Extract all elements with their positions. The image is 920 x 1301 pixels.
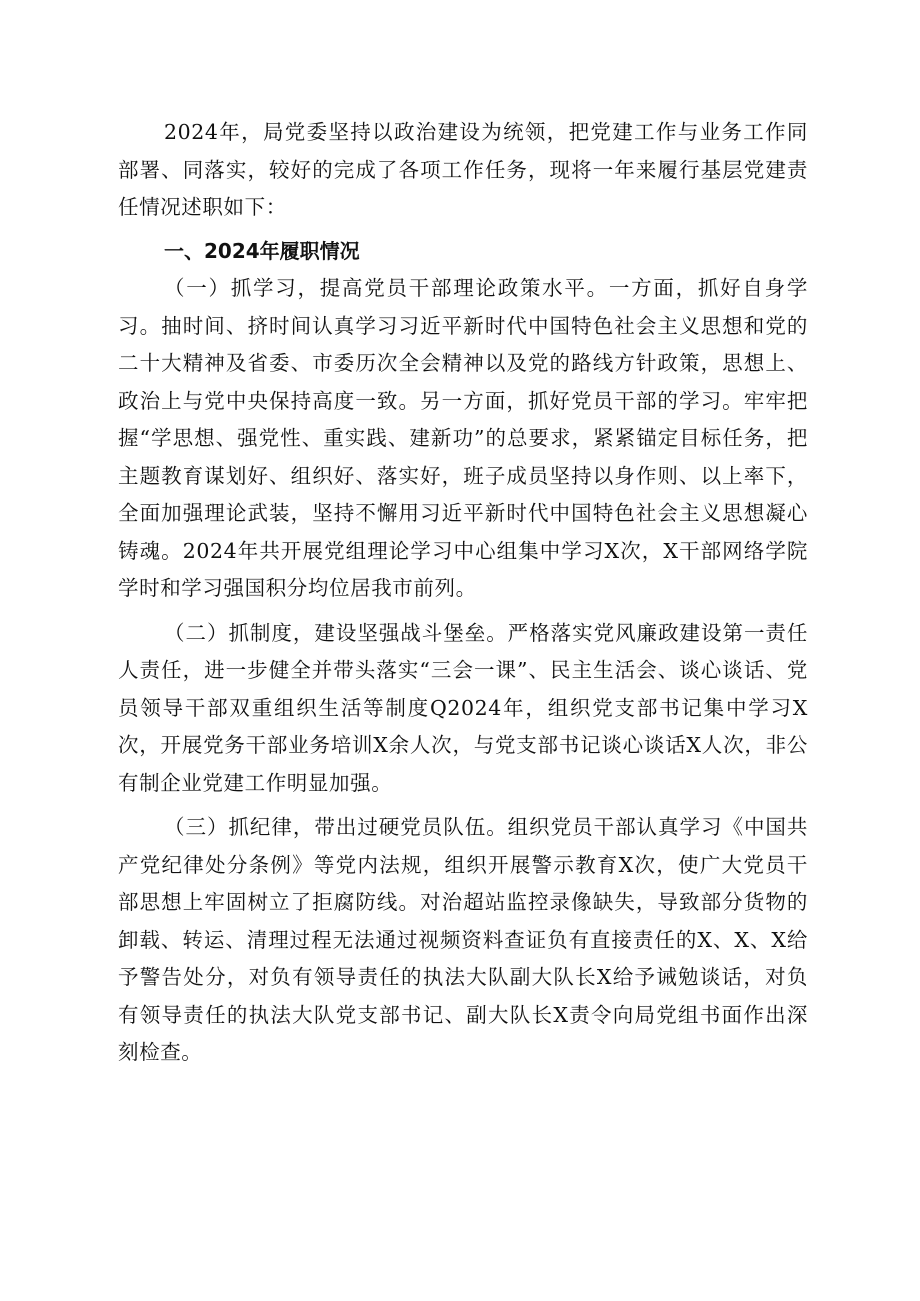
document-body — [118, 114, 808, 1072]
intro-paragraph: 2024年，局党委坚持以政治建设为统领，把党建工作与业务工作同部署、同落实，较好的完成了各项工作任务，现将一年来履行基层党建责任情况述职如下： — [118, 120, 808, 219]
paragraph-study: （一）抓学习，提高党员干部理论政策水平。一方面，抓好自身学习。抽时间、挤时间认真学习习近平新时代中国特色社会主义思想和党的二十大精神及省委、市委历次全会精神以及党的路线方针政策，思想上、政治上与党中央保持高度一致。另一方面，抓好党员干部的学习。牢牢把握“学思想、强党性、重实践、建新功”的总要求，紧紧锚定目标任务，把主题教育谋划好、组织好、落实好，班子成员坚持以身作则、以上率下，全面加强理论武装，坚持不懈用习近平新时代中国特色社会主义思想凝心铸魂。2024年共开展党组理论学习中心组集中学习X次，X干部网络学院学时和学习强国积分均位居我市前列。 — [118, 276, 808, 600]
paragraph-discipline: （三）抓纪律，带出过硬党员队伍。组织党员干部认真学习《中国共产党纪律处分条例》等党内法规，组织开展警示教育X次，使广大党员干部思想上牢固树立了拒腐防线。对治超站监控录像缺失，导致部分货物的卸载、转运、清理过程无法通过视频资料查证负有直接责任的X、X、X给予警告处分，对负有领导责任的执法大队副大队长X给予诫勉谈话，对负有领导责任的执法大队党支部书记、副大队长X责令向局党组书面作出深刻检查。 — [118, 815, 808, 1064]
section-heading: 一、2024年履职情况 — [164, 238, 360, 263]
paragraph-system: （二）抓制度，建设坚强战斗堡垒。严格落实党风廉政建设第一责任人责任，进一步健全并带头落实“三会一课”、民主生活会、谈心谈话、党员领导干部双重组织生活等制度Q2024年，组织党支部书记集中学习X次，开展党务干部业务培训X余人次，与党支部书记谈心谈话X人次，非公有制企业党建工作明显加强。 — [118, 620, 808, 795]
